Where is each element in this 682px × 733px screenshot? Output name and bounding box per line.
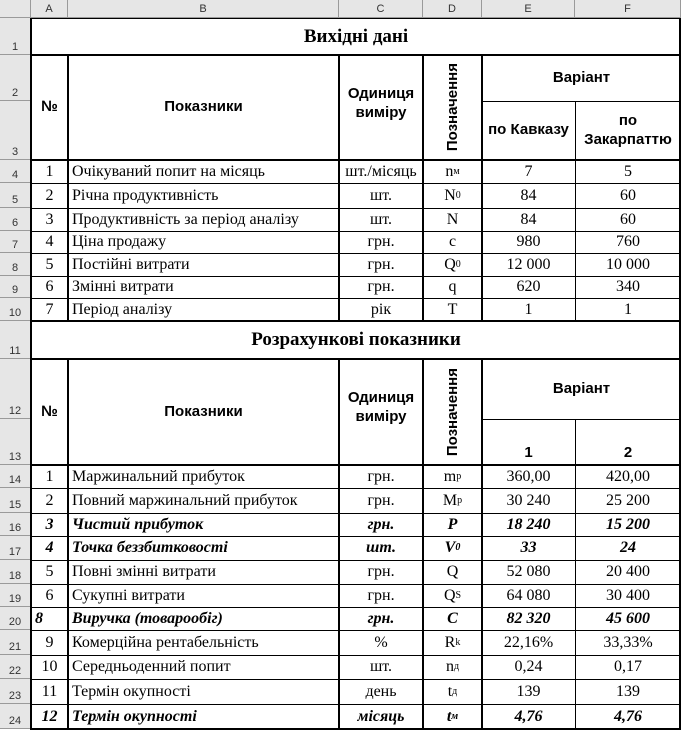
row-header-21[interactable]: 21 — [0, 630, 31, 655]
item-name: Ціна продажу — [72, 233, 167, 250]
symbol-main: V — [444, 539, 456, 556]
item-unit: шт. — [366, 539, 396, 556]
row-header-12[interactable]: 12 — [0, 359, 31, 419]
item-value-1: 30 240 — [506, 491, 551, 509]
symbol-main: Q — [446, 563, 459, 580]
symbol-main: Q — [443, 586, 456, 604]
grid-line — [31, 358, 681, 360]
item-value-2: 15 200 — [606, 515, 650, 533]
symbol-main: T — [447, 300, 458, 318]
row-header-8[interactable]: 8 — [0, 253, 31, 276]
column-header-F[interactable]: F — [575, 0, 681, 18]
grid-line — [67, 359, 69, 730]
item-unit: рік — [370, 300, 392, 318]
item-unit: шт./місяць — [345, 162, 417, 180]
item-number: 3 — [45, 210, 54, 228]
grid-line — [422, 359, 424, 730]
grid-line — [482, 101, 681, 102]
symbol-main: N — [446, 210, 459, 228]
grid-line — [679, 18, 681, 322]
item-value-2: 60 — [620, 186, 636, 204]
item-value-2: 1 — [624, 300, 632, 318]
item-number: 6 — [45, 586, 54, 604]
grid-line — [481, 55, 483, 322]
item-number: 3 — [45, 515, 54, 533]
item-unit: день — [365, 682, 397, 700]
item-value-1: 84 — [520, 210, 537, 228]
header-designation-label: Позначення — [444, 367, 461, 457]
item-unit: шт. — [369, 186, 393, 204]
row-header-17[interactable]: 17 — [0, 536, 31, 560]
grid-line — [31, 18, 681, 19]
item-unit: шт. — [369, 210, 393, 228]
row-header-2[interactable]: 2 — [0, 55, 31, 101]
row-header-9[interactable]: 9 — [0, 276, 31, 298]
grid-line — [31, 704, 681, 705]
grid-line — [31, 488, 681, 489]
item-symbol: n д — [445, 658, 460, 675]
item-value-2: 10 000 — [606, 255, 650, 273]
item-value-1: 64 080 — [506, 586, 551, 604]
item-value-1: 33 — [520, 539, 537, 556]
item-symbol — [423, 276, 482, 298]
symbol-main: M — [442, 491, 458, 509]
symbol-main: N — [444, 186, 456, 204]
header-variant-2: по Закарпаттю — [584, 111, 672, 148]
item-unit: шт. — [369, 658, 393, 675]
item-number: 8 — [35, 609, 43, 627]
header-variant: Варіант — [552, 68, 611, 86]
grid-line — [31, 630, 681, 631]
item-value-2: 4,76 — [614, 707, 642, 725]
item-unit: грн. — [367, 491, 395, 509]
item-value-1: 18 240 — [506, 515, 551, 533]
header-designation — [423, 55, 482, 160]
item-value-1: 0,24 — [514, 658, 543, 675]
item-number: 5 — [45, 563, 54, 580]
item-value-1: 22,16% — [503, 633, 554, 651]
item-value-2: 5 — [624, 162, 632, 180]
item-value-1: 360,00 — [506, 467, 551, 485]
grid-line — [31, 728, 681, 730]
item-value-1: 84 — [520, 186, 537, 204]
header-unit — [339, 359, 423, 465]
grid-line — [575, 101, 576, 322]
item-value-2: 45 600 — [606, 609, 650, 627]
item-symbol — [423, 560, 482, 584]
item-symbol: Q S — [443, 586, 462, 604]
grid-line — [31, 655, 681, 656]
grid-line — [31, 464, 681, 466]
item-number: 5 — [45, 255, 54, 273]
row-header-20[interactable]: 20 — [0, 607, 31, 630]
item-value-2: 30 400 — [606, 586, 650, 604]
row-header-16[interactable]: 16 — [0, 513, 31, 536]
item-symbol: N 0 — [444, 186, 461, 204]
row-header-19[interactable]: 19 — [0, 584, 31, 607]
header-unit-label: Одиниця виміру — [347, 85, 415, 121]
item-number: 2 — [45, 186, 54, 204]
row-header-10[interactable]: 10 — [0, 298, 31, 321]
grid-line — [31, 536, 681, 537]
item-name: Точка беззбитковості — [72, 539, 228, 556]
symbol-main: R — [444, 633, 456, 651]
symbol-main: P — [447, 515, 458, 533]
item-value-2: 24 — [620, 539, 636, 556]
item-name: Комерційна рентабельність — [72, 633, 259, 651]
row-header-13[interactable]: 13 — [0, 419, 31, 465]
item-number: 4 — [45, 539, 54, 556]
item-symbol: n м — [445, 162, 460, 180]
grid-line — [31, 298, 681, 299]
symbol-main: Q — [444, 255, 456, 273]
grid-line — [482, 419, 681, 420]
symbol-main: q — [448, 278, 457, 295]
grid-line — [338, 55, 340, 322]
grid-line — [30, 18, 32, 322]
item-value-2: 33,33% — [603, 633, 653, 651]
grid-line — [338, 359, 340, 730]
item-value-1: 620 — [516, 278, 541, 295]
header-number: № — [41, 402, 58, 420]
item-symbol — [423, 208, 482, 231]
item-symbol: t м — [446, 707, 459, 725]
item-name: Продуктивність за період аналізу — [72, 210, 299, 228]
grid-line — [31, 560, 681, 561]
item-value-1: 4,76 — [514, 707, 543, 725]
item-value-1: 7 — [524, 162, 533, 180]
symbol-main: t — [446, 707, 452, 725]
grid-line — [679, 321, 681, 730]
row-header-3[interactable]: 3 — [0, 101, 31, 160]
item-name: Термін окупності — [72, 707, 197, 725]
row-header-18[interactable]: 18 — [0, 560, 31, 584]
grid-line — [67, 55, 69, 322]
item-number: 2 — [45, 491, 54, 509]
row-header-4[interactable]: 4 — [0, 160, 31, 183]
column-header-B[interactable]: B — [68, 0, 339, 18]
item-value-2: 420,00 — [606, 467, 650, 485]
item-value-2: 25 200 — [606, 491, 650, 509]
item-name: Чистий прибуток — [72, 515, 204, 533]
item-value-2: 340 — [616, 278, 640, 295]
grid-line — [31, 276, 681, 277]
item-symbol: M p — [442, 491, 463, 509]
column-header-A[interactable]: A — [31, 0, 68, 18]
item-value-2: 60 — [620, 210, 636, 228]
item-unit: місяць — [357, 707, 405, 725]
item-value-2: 0,17 — [614, 658, 642, 675]
item-name: Середньоденний попит — [72, 658, 231, 675]
row-header-15[interactable]: 15 — [0, 488, 31, 513]
item-number: 1 — [45, 162, 54, 180]
item-name: Повні змінні витрати — [72, 563, 216, 580]
column-header-D[interactable]: D — [423, 0, 482, 18]
item-name: Постійні витрати — [72, 255, 190, 273]
header-indicators: Показники — [164, 402, 243, 420]
header-unit — [339, 55, 423, 160]
column-header-C[interactable]: C — [339, 0, 423, 18]
grid-line — [31, 253, 681, 254]
grid-line — [575, 419, 576, 730]
symbol-main: n — [445, 658, 454, 675]
item-number: 12 — [41, 707, 58, 725]
item-symbol: R k — [444, 633, 461, 651]
grid-line — [31, 584, 681, 585]
item-symbol: V 0 — [444, 539, 461, 556]
item-name: Сукупні витрати — [72, 586, 185, 604]
header-indicators: Показники — [164, 98, 243, 116]
item-number: 4 — [45, 233, 54, 250]
item-unit: грн. — [367, 563, 395, 580]
item-number: 7 — [45, 300, 54, 318]
item-name: Повний маржинальний прибуток — [72, 491, 298, 509]
item-name: Термін окупності — [72, 682, 191, 700]
item-name: Очікуваний попит на місяць — [72, 162, 265, 180]
grid-line — [31, 54, 681, 56]
symbol-main: t — [447, 682, 453, 700]
item-value-1: 1 — [524, 300, 533, 318]
section2-title: Розрахункові показники — [251, 329, 461, 350]
header-designation — [423, 359, 482, 465]
row-header-11[interactable]: 11 — [0, 321, 31, 359]
header-variant-2: 2 — [623, 444, 633, 462]
select-all-corner[interactable] — [0, 0, 31, 18]
header-unit-label: Одиниця виміру — [347, 389, 415, 425]
header-variant-1: 1 — [524, 444, 533, 462]
grid-line — [481, 359, 483, 730]
item-value-1: 980 — [516, 233, 541, 250]
item-symbol: t д — [447, 682, 458, 700]
row-header-22[interactable]: 22 — [0, 655, 31, 679]
header-designation-label: Позначення — [444, 63, 461, 152]
item-unit: грн. — [367, 609, 395, 627]
item-unit: грн. — [367, 255, 395, 273]
item-symbol: Q 0 — [444, 255, 461, 273]
grid-line — [31, 607, 681, 608]
item-symbol — [423, 298, 482, 321]
row-header-6[interactable]: 6 — [0, 208, 31, 231]
row-header-5[interactable]: 5 — [0, 183, 31, 208]
item-unit: грн. — [367, 515, 395, 533]
grid-line — [31, 679, 681, 680]
item-value-2: 20 400 — [606, 563, 650, 580]
row-header-24[interactable]: 24 — [0, 704, 31, 729]
item-name: Маржинальний прибуток — [72, 467, 245, 485]
item-number: 1 — [45, 467, 54, 485]
item-symbol — [423, 513, 482, 536]
item-unit: грн. — [367, 467, 395, 485]
item-value-1: 139 — [516, 682, 541, 700]
symbol-main: m — [443, 467, 457, 485]
header-variant: Варіант — [552, 379, 611, 397]
symbol-main: n — [445, 162, 454, 180]
item-symbol — [423, 231, 482, 253]
item-name: Річна продуктивність — [72, 186, 219, 204]
column-header-E[interactable]: E — [482, 0, 575, 18]
item-number: 9 — [45, 633, 54, 651]
grid-line — [30, 321, 32, 730]
item-value-1: 52 080 — [506, 563, 551, 580]
item-number: 11 — [41, 682, 58, 700]
row-header-23[interactable]: 23 — [0, 679, 31, 704]
item-number: 6 — [45, 278, 54, 295]
grid-line — [31, 513, 681, 514]
grid-line — [31, 183, 681, 184]
row-header-7[interactable]: 7 — [0, 231, 31, 253]
item-value-2: 139 — [616, 682, 640, 700]
item-value-1: 82 320 — [506, 609, 551, 627]
section1-title: Вихідні дані — [303, 25, 409, 47]
item-name: Змінні витрати — [72, 278, 174, 295]
grid-line — [31, 208, 681, 209]
symbol-main: c — [448, 233, 457, 250]
row-header-14[interactable]: 14 — [0, 465, 31, 488]
item-number: 10 — [41, 658, 58, 675]
symbol-main: C — [447, 609, 458, 627]
item-name: Виручка (товарообіг) — [72, 609, 223, 627]
item-unit: грн. — [367, 278, 395, 295]
grid-line — [31, 320, 681, 322]
item-value-2: 760 — [616, 233, 640, 250]
header-number: № — [41, 98, 58, 116]
item-symbol: m p — [443, 467, 462, 485]
grid-line — [422, 55, 424, 322]
grid-line — [31, 231, 681, 232]
item-unit: грн. — [367, 586, 395, 604]
item-name: Період аналізу — [72, 300, 173, 318]
header-variant-1: по Кавказу — [488, 121, 569, 139]
item-unit: грн. — [367, 233, 395, 250]
item-value-1: 12 000 — [506, 255, 551, 273]
item-symbol — [423, 607, 482, 630]
row-header-1[interactable]: 1 — [0, 18, 31, 55]
item-unit: % — [374, 633, 388, 651]
grid-line — [31, 159, 681, 161]
